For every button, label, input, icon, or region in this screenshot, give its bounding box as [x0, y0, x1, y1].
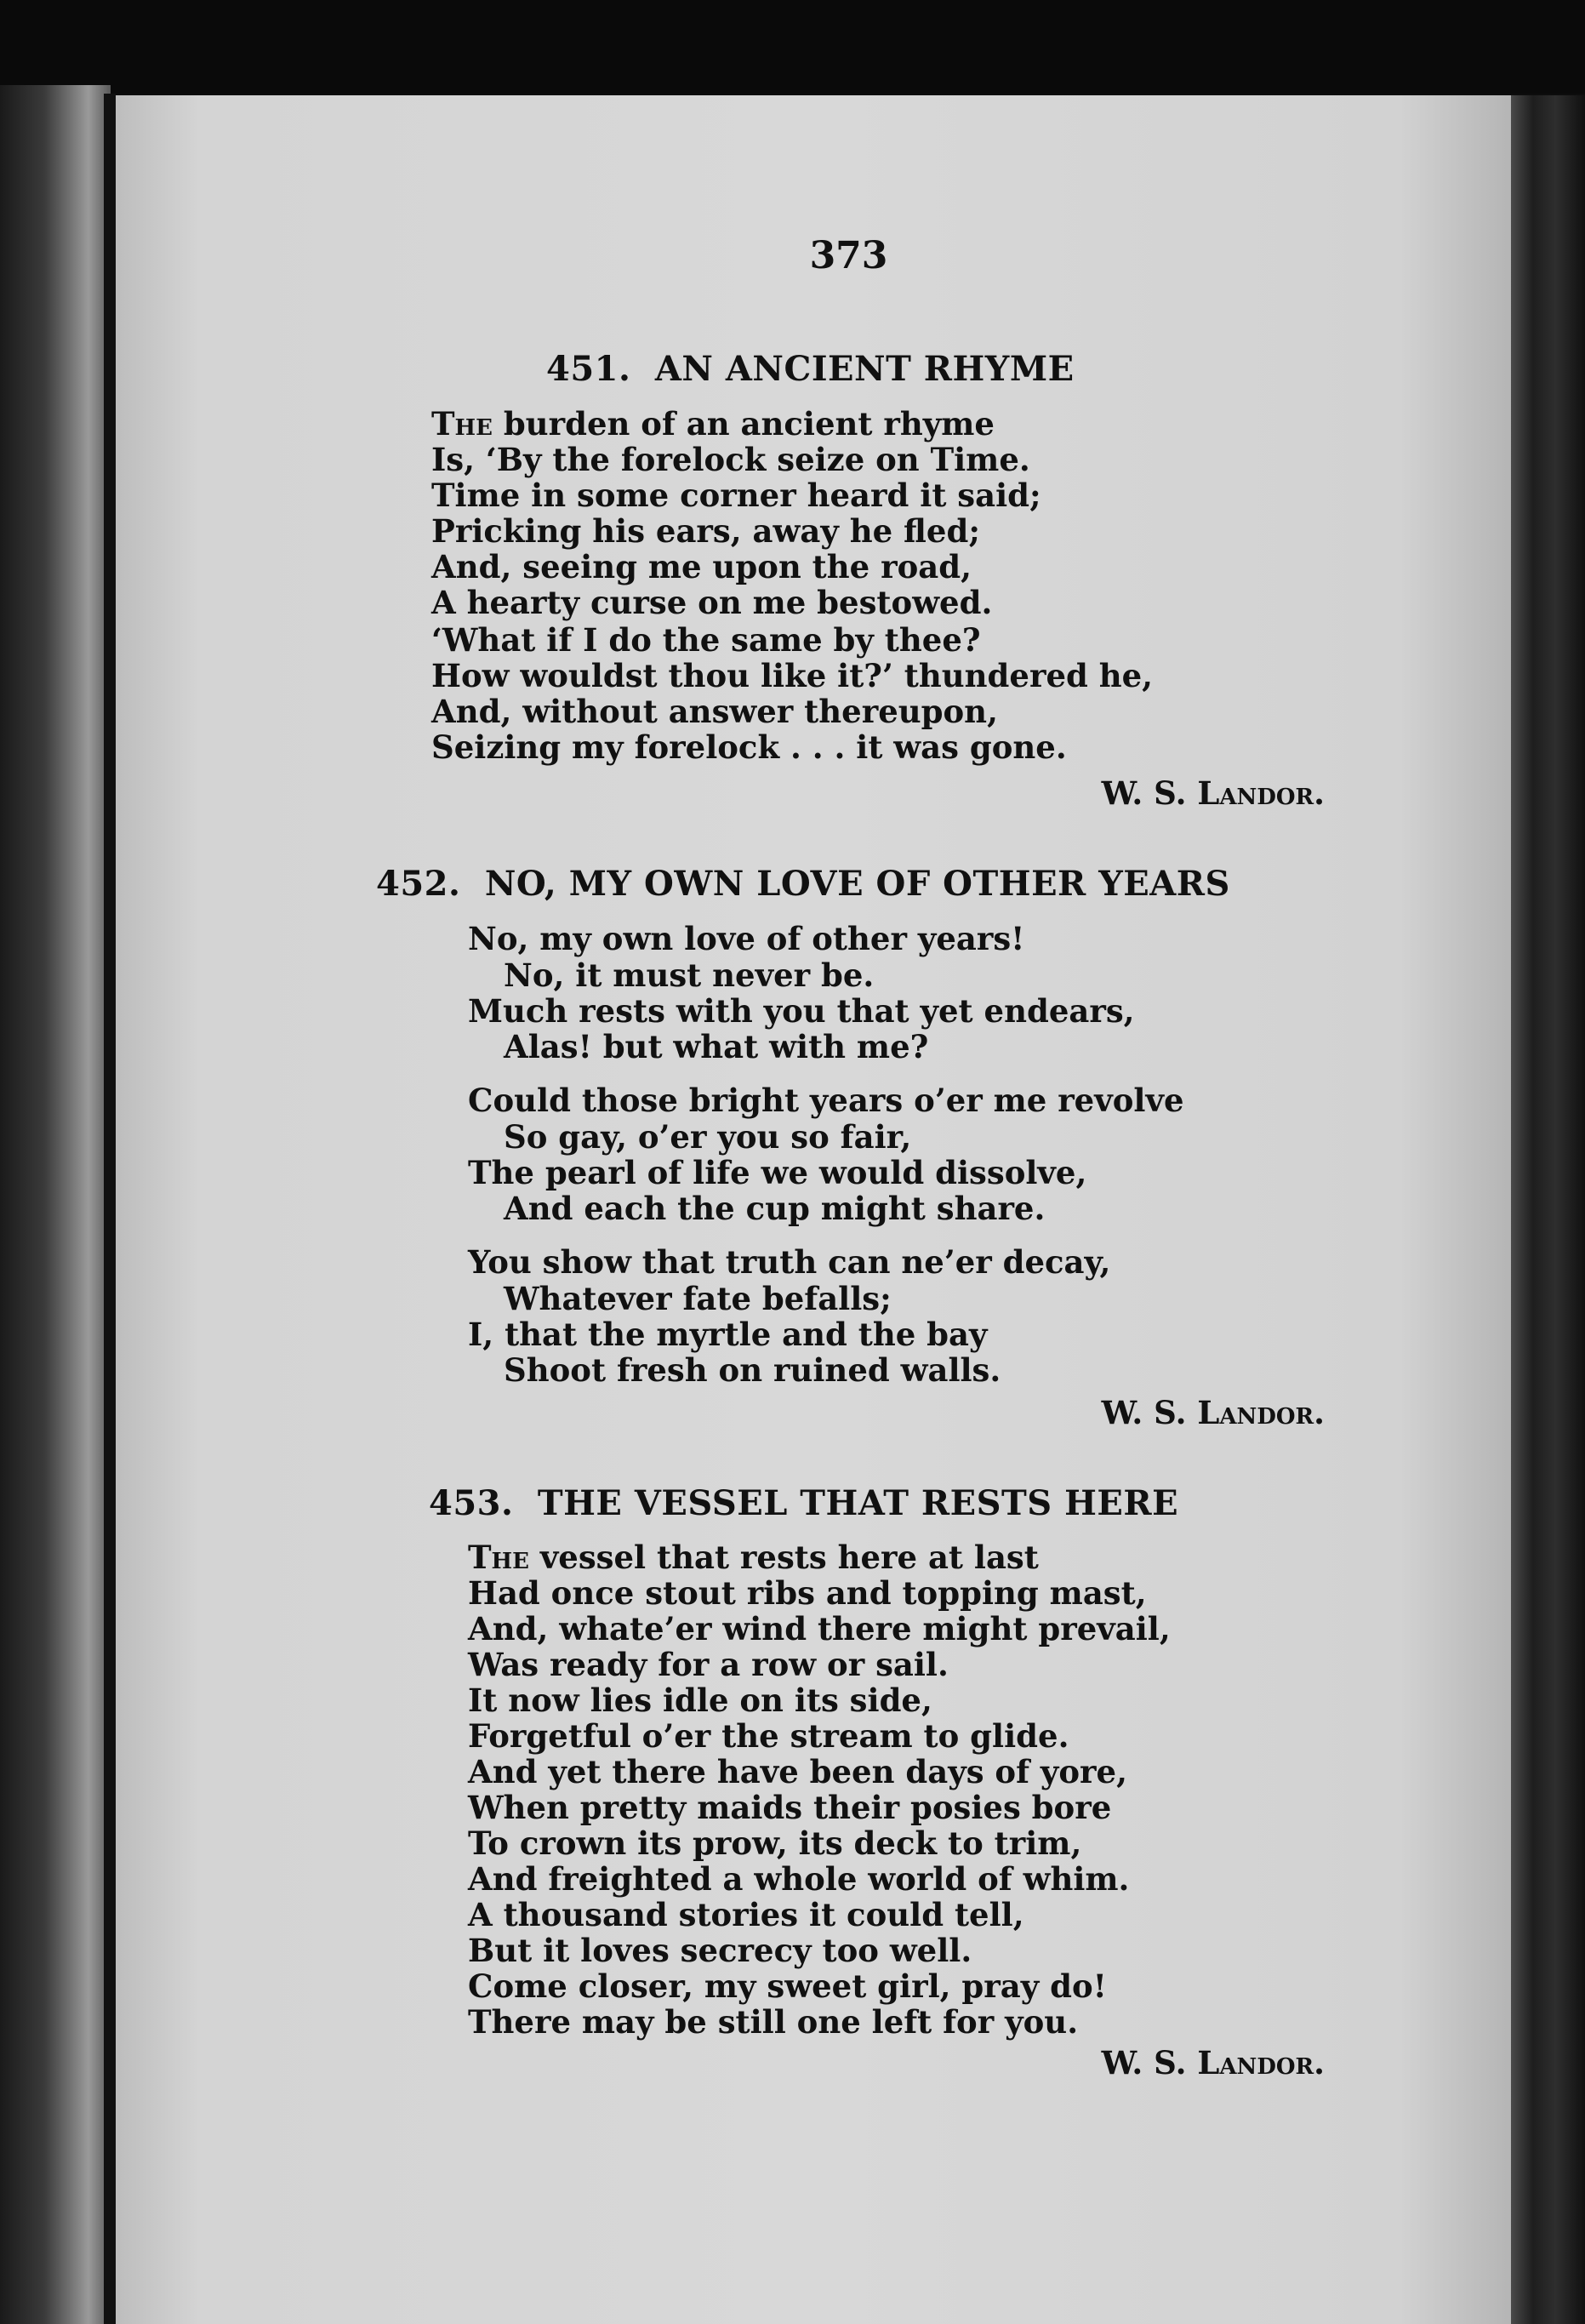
poem-453-line-8: When pretty maids their posies bore [468, 1789, 1112, 1826]
poem-number: 453. [429, 1483, 514, 1523]
first-word: The [431, 405, 493, 443]
poem-453-attribution: W. S. Landor. [1101, 2044, 1325, 2081]
poem-number: 452. [376, 864, 461, 904]
poem-452-line-3: Much rests with you that yet endears, [468, 992, 1135, 1030]
poem-452-attribution: W. S. Landor. [1101, 1394, 1325, 1431]
poem-451-line-2: Is, ‘By the forelock seize on Time. [431, 441, 1030, 478]
poem-453-line-14: There may be still one left for you. [468, 2003, 1079, 2041]
poem-452-line-7: The pearl of life we would dissolve, [468, 1154, 1087, 1191]
poem-451-title [546, 349, 1075, 389]
poem-452-line-1: No, my own love of other years! [468, 920, 1025, 957]
poem-452-title [376, 864, 1230, 904]
poem-452-line-8: And each the cup might share. [504, 1190, 1046, 1227]
poem-453-line-3: And, whate’er wind there might prevail, [468, 1610, 1171, 1647]
poem-452-line-10: Whatever fate befalls; [504, 1280, 892, 1317]
poem-452-line-2: No, it must never be. [504, 956, 875, 994]
poem-452-line-9: You show that truth can ne’er decay, [468, 1243, 1111, 1281]
poem-453-line-6: Forgetful o’er the stream to glide. [468, 1717, 1069, 1755]
poem-451-line-3: Time in some corner heard it said; [431, 477, 1041, 514]
poem-number: 451. [546, 349, 631, 389]
poem-453-line-10: And freighted a whole world of whim. [468, 1860, 1130, 1898]
poem-453-line-5: It now lies idle on its side, [468, 1682, 932, 1719]
poem-453-title [429, 1483, 1178, 1523]
poem-452-line-12: Shoot fresh on ruined walls. [504, 1351, 1001, 1389]
first-word: The [468, 1539, 529, 1576]
poem-451-line-4: Pricking his ears, away he fled; [431, 512, 980, 550]
poem-453-line-13: Come closer, my sweet girl, pray do! [468, 1967, 1107, 2005]
poem-452-line-11: I, that the myrtle and the bay [468, 1316, 988, 1353]
poem-451-line-5: And, seeing me upon the road, [431, 548, 972, 585]
poem-451-line-7: ‘What if I do the same by thee? [431, 621, 981, 659]
poem-452-line-5: Could those bright years o’er me revolve [468, 1082, 1184, 1119]
poem-title: THE VESSEL THAT RESTS HERE [537, 1483, 1179, 1523]
poem-453-line-9: To crown its prow, its deck to trim, [468, 1824, 1082, 1862]
poem-451-line-9: And, without answer thereupon, [431, 693, 998, 730]
poem-451-attribution: W. S. Landor. [1101, 774, 1325, 812]
page-number: 373 [809, 234, 888, 277]
poem-title: NO, MY OWN LOVE OF OTHER YEARS [484, 864, 1230, 904]
poem-453-line-1: The vessel that rests here at last [468, 1539, 1039, 1576]
poem-451-line-8: How wouldst thou like it?’ thundered he, [431, 657, 1154, 694]
poem-452-line-4: Alas! but what with me? [504, 1028, 929, 1065]
poem-453-line-4: Was ready for a row or sail. [468, 1646, 949, 1683]
poem-452-line-6: So gay, o’er you so fair, [504, 1118, 912, 1156]
poem-453-line-12: But it loves secrecy too well. [468, 1932, 972, 1969]
poem-451-line-10: Seizing my forelock . . . it was gone. [431, 728, 1067, 766]
poem-451-line-6: A hearty curse on me bestowed. [431, 584, 993, 621]
poem-453-line-11: A thousand stories it could tell, [468, 1896, 1024, 1933]
poem-451-line-1: The burden of an ancient rhyme [431, 405, 995, 443]
poem-453-line-2: Had once stout ribs and topping mast, [468, 1574, 1147, 1612]
poem-453-line-7: And yet there have been days of yore, [468, 1753, 1127, 1790]
poem-title: AN ANCIENT RHYME [654, 349, 1075, 389]
